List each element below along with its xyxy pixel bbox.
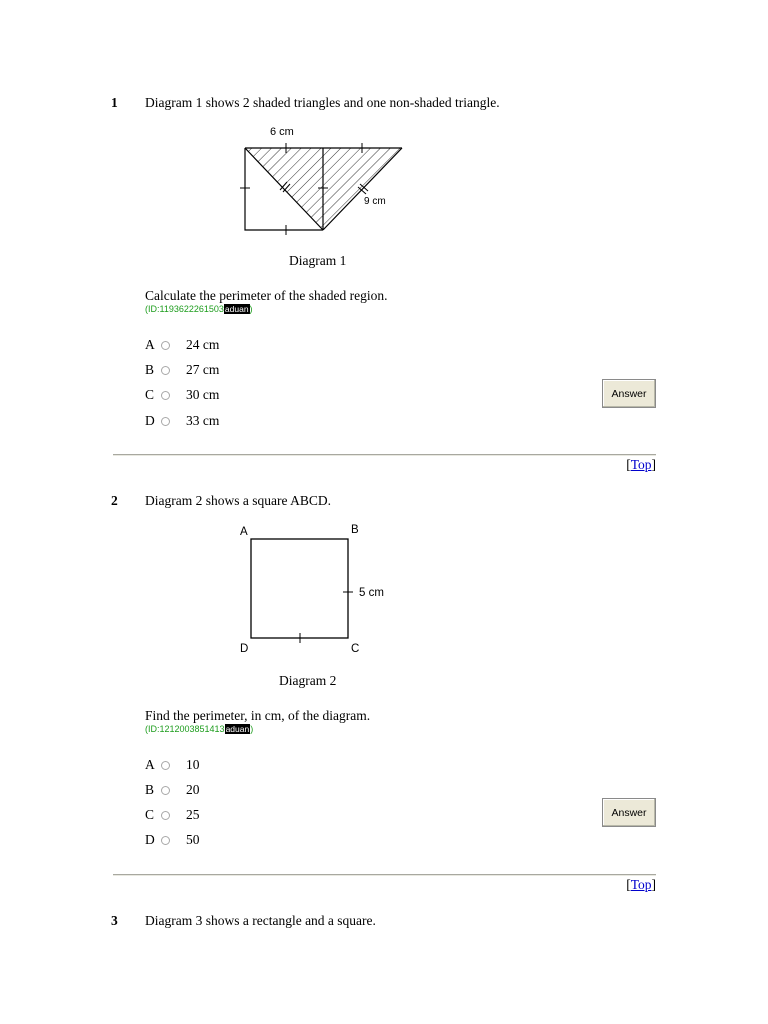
question-number: 3 [111, 913, 118, 928]
question-prompt: Diagram 3 shows a rectangle and a square. [145, 913, 376, 928]
question-id [145, 724, 253, 734]
option-radio[interactable] [161, 341, 170, 350]
option-letter: A [145, 757, 155, 772]
option-letter: C [145, 807, 155, 822]
divider [113, 874, 656, 876]
diagram-2 [230, 518, 400, 658]
option-text: 10 [186, 757, 200, 772]
option-c[interactable] [145, 805, 200, 825]
option-radio[interactable] [161, 391, 170, 400]
question-id-text: (ID:1212003851413 [145, 724, 225, 734]
option-b[interactable] [145, 780, 200, 800]
answer-button[interactable]: Answer [602, 798, 656, 827]
diagram-label-side: 9 cm [364, 196, 386, 207]
question-id-text: (ID:1193622261503 [145, 304, 224, 314]
option-radio[interactable] [161, 366, 170, 375]
option-letter: B [145, 782, 155, 797]
question-text: Find the perimeter, in cm, of the diagram. [145, 708, 371, 723]
question-id-close: ) [249, 304, 253, 314]
question-number: 1 [111, 95, 118, 110]
diagram-caption: Diagram 1 [289, 253, 347, 268]
vertex-a: A [240, 526, 248, 538]
option-radio[interactable] [161, 761, 170, 770]
option-radio[interactable] [161, 786, 170, 795]
square-abcd [251, 539, 348, 638]
divider [113, 454, 656, 456]
option-letter: B [145, 362, 155, 377]
diagram-label-top: 6 cm [270, 126, 294, 138]
vertex-b: B [351, 524, 359, 536]
option-letter: D [145, 413, 155, 428]
option-letter: C [145, 387, 155, 402]
question-prompt: Diagram 2 shows a square ABCD. [145, 493, 331, 508]
question-id-close: ) [250, 724, 254, 734]
option-text: 30 cm [186, 387, 220, 402]
option-letter: D [145, 832, 155, 847]
top-link[interactable]: Top [630, 877, 652, 892]
option-text: 33 cm [186, 413, 220, 428]
vertex-c: C [351, 643, 360, 655]
option-d[interactable] [145, 830, 200, 850]
option-a[interactable] [145, 335, 219, 355]
option-c[interactable] [145, 385, 219, 405]
top-link-container: [Top] [626, 457, 656, 472]
option-text: 50 [186, 832, 200, 847]
option-text: 25 [186, 807, 200, 822]
option-letter: A [145, 337, 155, 352]
question-number: 2 [111, 493, 118, 508]
option-text: 20 [186, 782, 200, 797]
option-d[interactable] [145, 411, 219, 431]
report-link[interactable]: aduan [224, 304, 249, 314]
question-prompt: Diagram 1 shows 2 shaded triangles and one non-shaded triangle. [145, 95, 500, 110]
top-link-container: [Top] [626, 877, 656, 892]
vertex-d: D [240, 643, 249, 655]
question-text: Calculate the perimeter of the shaded region. [145, 288, 388, 303]
report-link[interactable]: aduan [225, 724, 250, 734]
option-radio[interactable] [161, 417, 170, 426]
diagram-caption: Diagram 2 [279, 673, 337, 688]
side-length-label: 5 cm [359, 587, 384, 599]
option-radio[interactable] [161, 836, 170, 845]
question-id [145, 304, 253, 314]
option-radio[interactable] [161, 811, 170, 820]
answer-button[interactable]: Answer [602, 379, 656, 408]
option-a[interactable] [145, 755, 200, 775]
option-text: 24 cm [186, 337, 220, 352]
top-link[interactable]: Top [630, 457, 652, 472]
diagram-1 [230, 120, 420, 240]
option-b[interactable] [145, 360, 219, 380]
option-text: 27 cm [186, 362, 220, 377]
